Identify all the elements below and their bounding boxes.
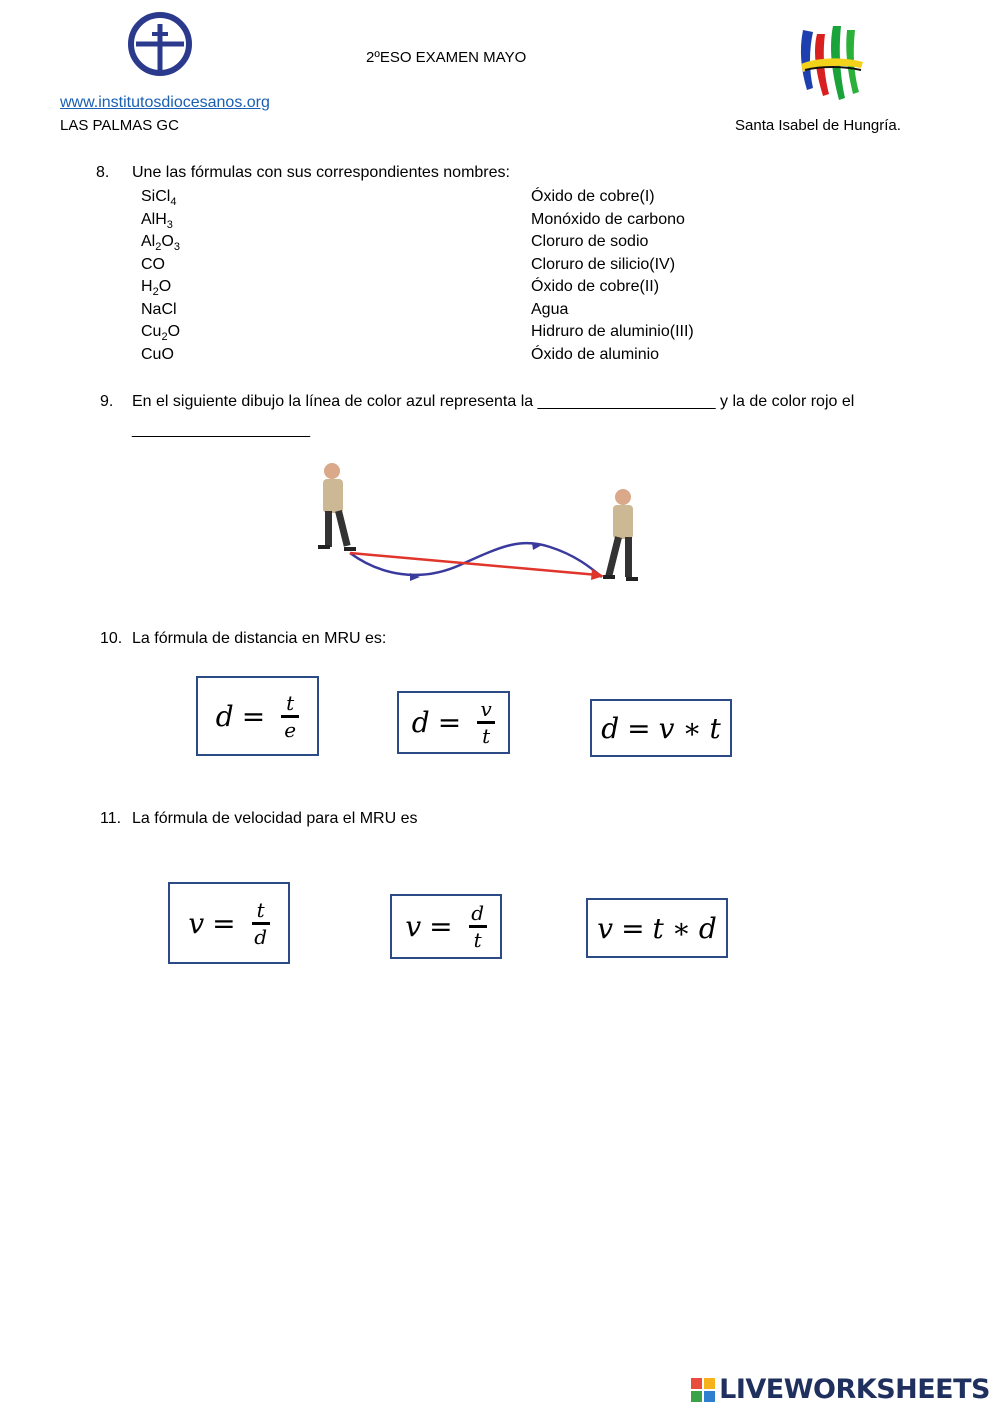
formula-item[interactable]: $Cu_2O$ [141, 323, 181, 344]
velocity-option-b[interactable]: v = $\frac{d}{t}$ [390, 894, 502, 959]
diocesan-logo [126, 10, 194, 78]
formula-list [141, 187, 341, 367]
red-arrow-head [591, 569, 604, 580]
name-item[interactable]: Cloruro de sodio [531, 233, 649, 250]
name-item[interactable]: Óxido de aluminio [531, 345, 660, 363]
formula-item[interactable]: AlH$_3$ [141, 210, 173, 231]
question-8-number: 8. [96, 164, 110, 181]
question-9-prompt: En el siguiente dibujo la línea de color azul representa la ____________________ y la de color rojo el [132, 393, 855, 410]
formula-item[interactable]: CuO [141, 345, 174, 363]
name-list [531, 187, 831, 367]
formula-item[interactable]: $H_2O$ [141, 278, 172, 299]
city-label: LAS PALMAS GC [60, 117, 179, 134]
trajectory-diagram [310, 455, 650, 590]
school-logo [795, 20, 867, 104]
question-8-prompt: Une las fórmulas con sus correspondientes nombres: [132, 164, 510, 181]
name-item[interactable]: Cloruro de silicio(IV) [531, 255, 676, 273]
name-item[interactable]: Hidruro de aluminio(III) [531, 323, 694, 340]
formula-item[interactable]: NaCl [141, 300, 177, 318]
walker-start-figure [318, 463, 356, 551]
question-9-blank[interactable]: ____________________ [132, 421, 310, 438]
liveworksheets-icon [690, 1377, 716, 1403]
page-title: 2ºESO EXAMEN MAYO [366, 49, 527, 66]
distance-option-c[interactable]: d = v ∗ t [590, 699, 732, 757]
question-9-number: 9. [100, 393, 114, 410]
formula-item[interactable]: CO [141, 255, 165, 273]
walker-end-figure [603, 489, 638, 581]
question-10-prompt: La fórmula de distancia en MRU es: [132, 630, 387, 647]
name-item[interactable]: Óxido de cobre(II) [531, 278, 660, 295]
distance-option-b[interactable]: d = $\frac{v}{t}$ [397, 691, 510, 754]
distance-option-a[interactable]: d = $\frac{t}{e}$ [196, 676, 319, 756]
question-10-number: 10. [100, 630, 123, 647]
velocity-option-a[interactable]: v = $\frac{t}{d}$ [168, 882, 290, 964]
question-11-prompt: La fórmula de velocidad para el MRU es [132, 810, 418, 827]
liveworksheets-brand: LIVEWORKSHEETS [719, 1374, 990, 1405]
name-item[interactable]: Agua [531, 300, 569, 318]
name-item[interactable]: Óxido de cobre(I) [531, 188, 655, 205]
formula-item[interactable]: $Al_2O_3$ [141, 233, 180, 254]
name-item[interactable]: Monóxido de carbono [531, 210, 685, 228]
question-8 [96, 163, 109, 183]
liveworksheets-logo [690, 1374, 990, 1405]
website-link[interactable]: www.institutosdiocesanos.org [60, 94, 270, 111]
school-name: Santa Isabel de Hungría. [735, 117, 901, 134]
velocity-option-c[interactable]: v = t ∗ d [586, 898, 728, 958]
formula-item[interactable]: SiCl$_4$ [141, 188, 177, 209]
question-11-number: 11. [100, 810, 122, 827]
